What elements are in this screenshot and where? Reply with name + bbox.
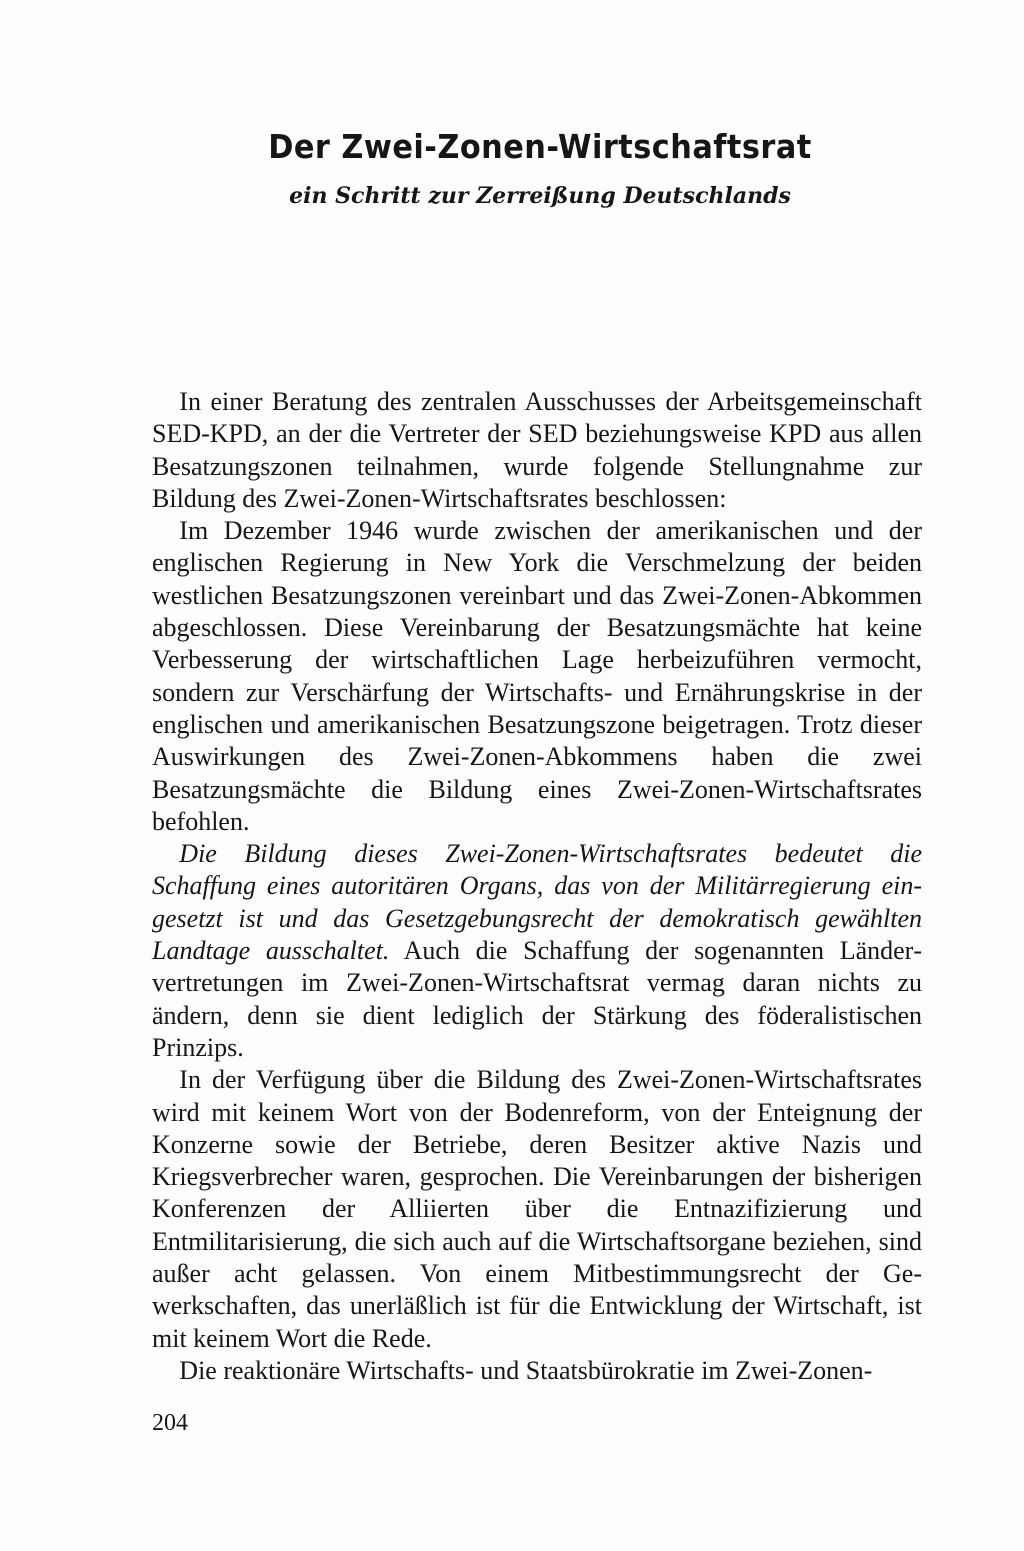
paragraph-2-text: Im Dezember 1946 wurde zwischen der amerikanischen und der englischen Regierung in New York die Verschmelzung der beiden westlichen Besatzungszonen vereinbart und das Zwei-Zonen-Abkommen abgeschlossen. Diese Vereinbarung der Besatzungsmächte hat keine Verbesserung der wirtschaftlichen Lage herbeizuführen vermocht, sondern zur Verschärfung der Wirtschafts- und Ernährungskrise in der englischen und amerikanischen Besatzungszone beigetragen. Trotz dieser Auswirkungen des Zwei-Zonen-Abkommens haben die zwei Besatzungsmächte die Bildung eines Zwei-Zonen-Wirtschaftsrates befohlen. [152,516,922,836]
page-subtitle: ein Schritt zur Zerreißung Deutschlands [289,183,791,209]
paragraph-3-emphasis: Die Bildung dieses Zwei-Zonen-Wirtschaftsrates bedeutet die Schaffung eines autoritären Organs, das von der Militärregierung eingesetzt ist und das Gesetzgebungsrecht der demokratisch gewählten Landtage ausschaltet. [152,839,922,966]
paragraph-2 [152,515,922,838]
paragraph-1 [152,386,922,515]
paragraph-1-text: In einer Beratung des zentralen Ausschusses der Arbeitsgemeinschaft SED-KPD, an der die Vertreter der SED beziehungsweise KPD aus allen Besatzungszonen teilnahmen, wurde folgende Stellungnahme zur Bildung des Zwei-Zonen-Wirtschaftsrates beschlossen: [152,387,922,513]
body-text [152,386,922,1387]
paragraph-5 [152,1355,922,1387]
paragraph-4-text: In der Verfügung über die Bildung des Zwei-Zonen-Wirtschaftsrates wird mit keinem Wort von der Bodenreform, von der Enteignung der Konzerne sowie der Betriebe, deren Besitzer aktive Nazis und Kriegsverbrecher waren, gesprochen. Die Vereinbarungen der bisherigen Konferenzen der Alliierten über die Entnazifizierung und Entmilitarisierung, die sich auch auf die Wirtschaftsorgane beziehen, sind außer acht gelassen. Von einem Mitbestimmungsrecht der Gewerkschaften, das unerläßlich ist für die Entwicklung der Wirtschaft, ist mit keinem Wort die Rede. [152,1065,922,1353]
paragraph-3-text: Auch die Schaffung der sogenannten Ländervertretungen im Zwei-Zonen-Wirtschaftsrat vermag daran nichts zu ändern, denn sie dient lediglich der Stärkung des föderalistischen Prinzips. [152,936,923,1062]
paragraph-4 [152,1064,922,1355]
page-title: Der Zwei-Zonen-Wirtschaftsrat [268,127,812,166]
paragraph-3 [152,838,922,1064]
page-number: 204 [152,1410,188,1436]
paragraph-5-text: Die reaktionäre Wirtschafts- und Staatsbürokratie im Zwei-Zonen- [179,1355,873,1385]
